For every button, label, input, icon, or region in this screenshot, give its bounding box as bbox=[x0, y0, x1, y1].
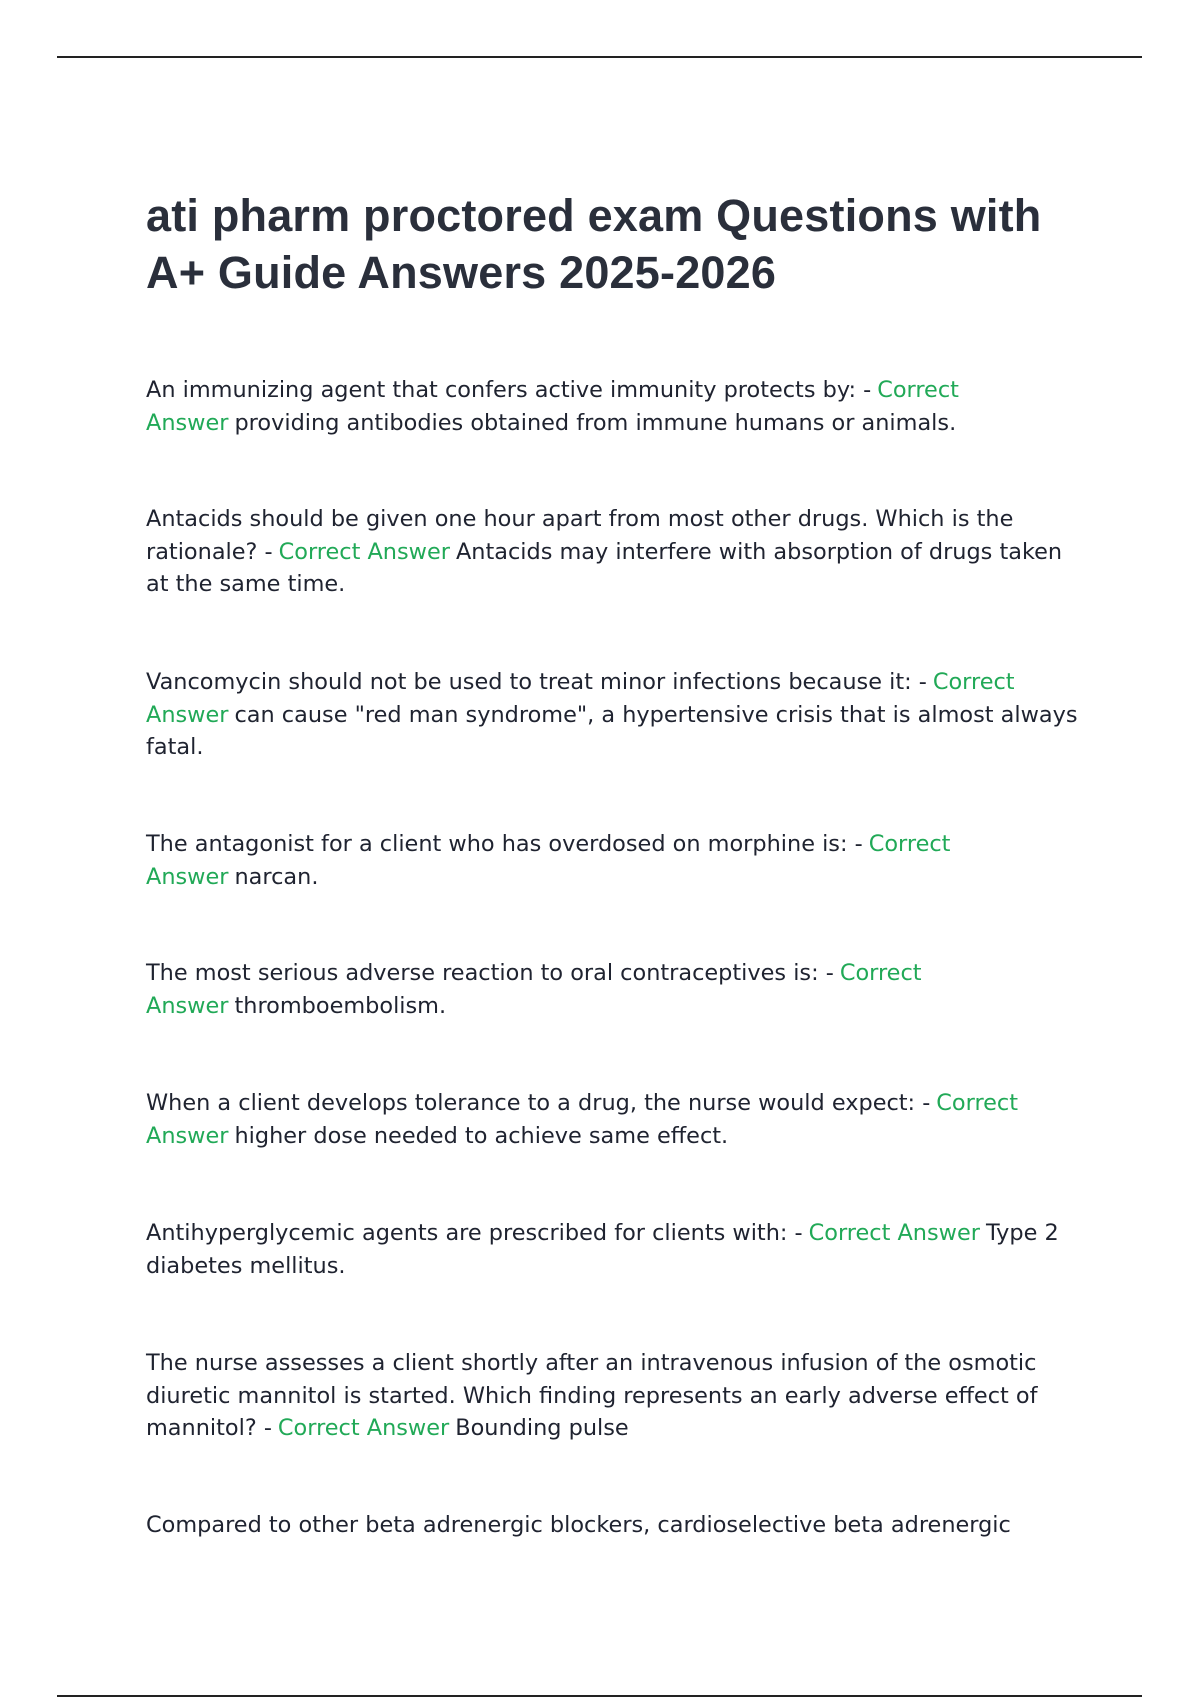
correct-answer-label: Correct Answer bbox=[808, 1220, 980, 1246]
correct-answer-label: Correct Answer bbox=[277, 1415, 450, 1441]
qa-item bbox=[146, 666, 1091, 764]
question-text: When a client develops tolerance to a drug, the nurse would expect: - bbox=[146, 1090, 931, 1116]
correct-answer-label: Correct Answer bbox=[146, 669, 1015, 728]
question-text: The most serious adverse reaction to oral contraceptives is: - bbox=[146, 960, 834, 986]
qa-item bbox=[146, 1347, 1091, 1445]
answer-text: Antacids may interfere with absorption of drugs taken at the same time. bbox=[146, 538, 1063, 597]
correct-answer-label: Correct Answer bbox=[278, 538, 450, 565]
qa-item bbox=[146, 1087, 1091, 1152]
answer-text: narcan. bbox=[234, 863, 319, 890]
question-text: The nurse assesses a client shortly after an intravenous infusion of the osmotic diuretic mannitol is started. Which finding represents an early adverse effect of mannitol? - bbox=[146, 1350, 1038, 1441]
qa-item bbox=[146, 1217, 1091, 1282]
answer-text: Type 2 diabetes mellitus. bbox=[146, 1220, 1059, 1279]
document-title: ati pharm proctored exam Questions with A+ Guide Answers 2025-2026 bbox=[146, 190, 1042, 298]
answer-text: thromboembolism. bbox=[234, 992, 447, 1019]
question-text: Compared to other beta adrenergic blockers, cardioselective beta adrenergic bbox=[146, 1512, 1011, 1538]
top-rule bbox=[57, 56, 1142, 58]
qa-item bbox=[146, 374, 1091, 439]
correct-answer-label: Correct Answer bbox=[146, 960, 922, 1019]
correct-answer-label: Correct Answer bbox=[146, 1090, 1019, 1149]
answer-text: Bounding pulse bbox=[455, 1415, 629, 1441]
qa-item bbox=[146, 828, 1091, 893]
question-text: The antagonist for a client who has overdosed on morphine is: - bbox=[146, 831, 863, 857]
question-text: Antihyperglycemic agents are prescribed for clients with: - bbox=[146, 1220, 803, 1246]
question-text: An immunizing agent that confers active immunity protects by: - bbox=[146, 377, 872, 403]
qa-item bbox=[146, 1509, 1091, 1542]
qa-item bbox=[146, 503, 1091, 601]
qa-item bbox=[146, 957, 1091, 1022]
question-text: Vancomycin should not be used to treat minor infections because it: - bbox=[146, 669, 927, 695]
answer-text: higher dose needed to achieve same effect. bbox=[234, 1122, 729, 1149]
answer-text: providing antibodies obtained from immune humans or animals. bbox=[234, 409, 957, 436]
question-text: Antacids should be given one hour apart from most other drugs. Which is the rationale? - bbox=[146, 506, 1014, 565]
answer-text: can cause "red man syndrome", a hypertensive crisis that is almost always fatal. bbox=[146, 701, 1078, 760]
correct-answer-label: Correct Answer bbox=[146, 377, 959, 436]
bottom-rule bbox=[57, 1695, 1142, 1697]
correct-answer-label: Correct Answer bbox=[146, 831, 951, 890]
